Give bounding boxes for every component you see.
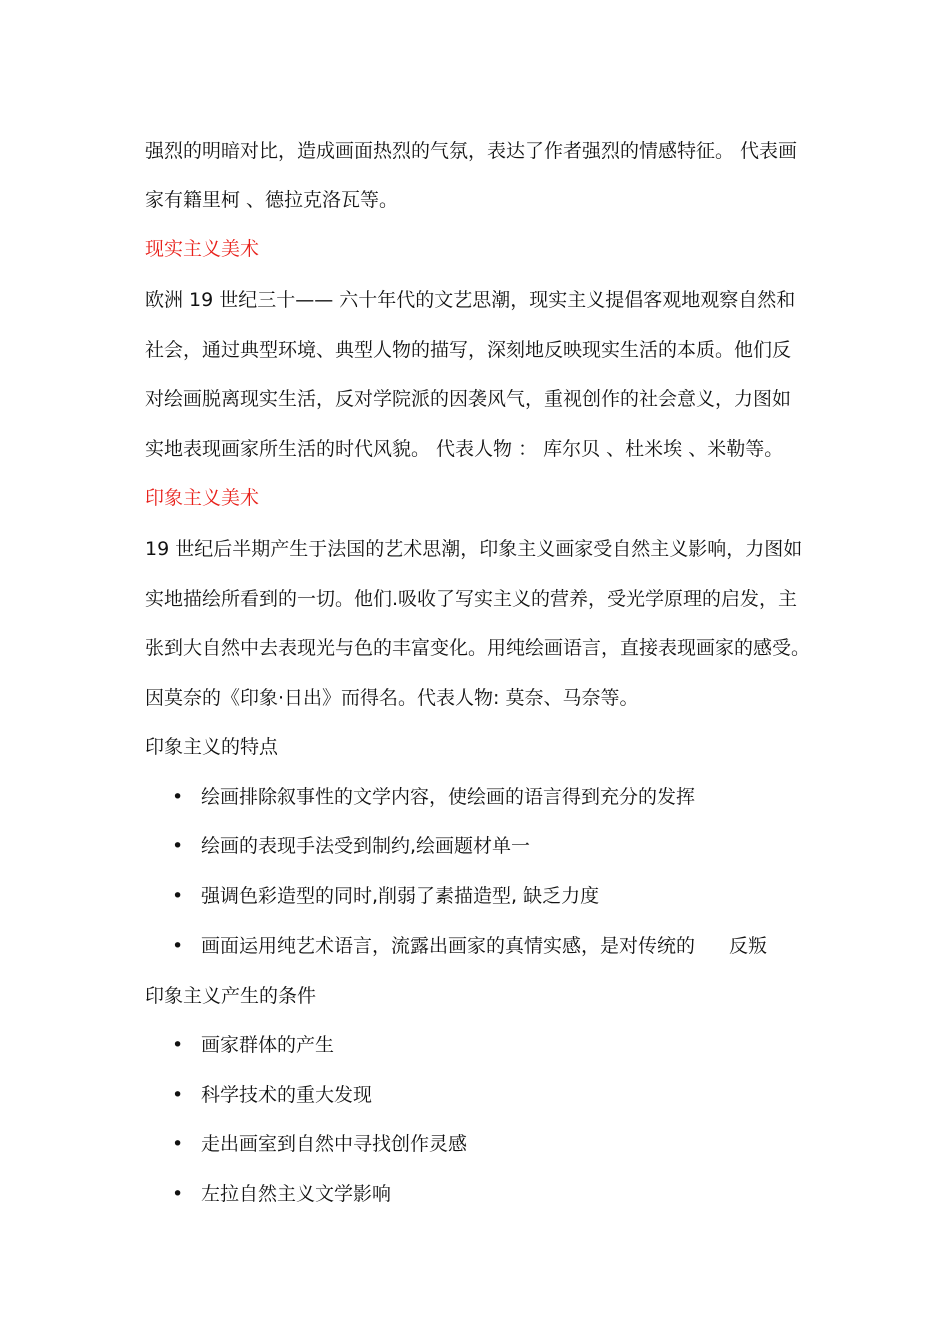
impressionism-line-4: 因莫奈的《印象·日出》而得名。代表人物: 莫奈、马奈等。 (145, 687, 639, 709)
impressionism-heading: 印象主义美术 (145, 487, 260, 509)
bullet-icon: • (172, 1133, 184, 1155)
list-item (172, 1032, 334, 1058)
realism-line-1: 欧洲 19 世纪三十—— 六十年代的文艺思潮，现实主义提倡客观地观察自然和 (145, 289, 796, 311)
list-item-text: 科学技术的重大发现 (201, 1084, 373, 1106)
impressionism-line-2: 实地描绘所看到的一切。他们.吸收了写实主义的营养，受光学原理的启发，主 (145, 588, 798, 610)
bullet-icon: • (172, 786, 184, 808)
bullet-icon: • (172, 1183, 184, 1205)
realism-heading: 现实主义美术 (145, 238, 260, 260)
realism-line-4: 实地表现画家所生活的时代风貌。 代表人物 ： 库尔贝 、杜米埃 、米勒等。 (145, 438, 784, 460)
conditions-title: 印象主义产生的条件 (145, 985, 317, 1007)
list-item-text: 画家群体的产生 (201, 1034, 335, 1056)
list-item-tail: 反叛 (729, 935, 768, 957)
list-item-text: 画面运用纯艺术语言，流露出画家的真情实感，是对传统的 (201, 935, 696, 957)
list-item (172, 1082, 372, 1108)
impressionism-line-3: 张到大自然中去表现光与色的丰富变化。用纯绘画语言，直接表现画家的感受。 (145, 637, 811, 659)
realism-line-2: 社会，通过典型环境、典型人物的描写，深刻地反映现实生活的本质。他们反 (145, 339, 792, 361)
list-item (172, 883, 599, 909)
bullet-icon: • (172, 835, 184, 857)
paragraph-1-line-2: 家有籍里柯 、德拉克洛瓦等。 (145, 189, 399, 211)
list-item (172, 784, 695, 810)
list-item (172, 1181, 391, 1207)
list-item (172, 933, 767, 959)
bullet-icon: • (172, 1084, 184, 1106)
bullet-icon: • (172, 1034, 184, 1056)
features-title: 印象主义的特点 (145, 736, 279, 758)
list-item-text: 绘画的表现手法受到制约,绘画题材单一 (201, 835, 531, 857)
bullet-icon: • (172, 935, 184, 957)
list-item (172, 1131, 467, 1157)
list-item-text: 绘画排除叙事性的文学内容，使绘画的语言得到充分的发挥 (201, 786, 696, 808)
paragraph-1-line-1: 强烈的明暗对比，造成画面热烈的气氛，表达了作者强烈的情感特征。 代表画 (145, 140, 798, 162)
list-item-text: 左拉自然主义文学影响 (201, 1183, 392, 1205)
impressionism-line-1: 19 世纪后半期产生于法国的艺术思潮，印象主义画家受自然主义影响，力图如 (145, 538, 803, 560)
bullet-icon: • (172, 885, 184, 907)
list-item-text: 走出画室到自然中寻找创作灵感 (201, 1133, 468, 1155)
list-item (172, 833, 530, 859)
list-item-text: 强调色彩造型的同时,削弱了素描造型, 缺乏力度 (201, 885, 600, 907)
realism-line-3: 对绘画脱离现实生活，反对学院派的因袭风气，重视创作的社会意义，力图如 (145, 388, 792, 410)
